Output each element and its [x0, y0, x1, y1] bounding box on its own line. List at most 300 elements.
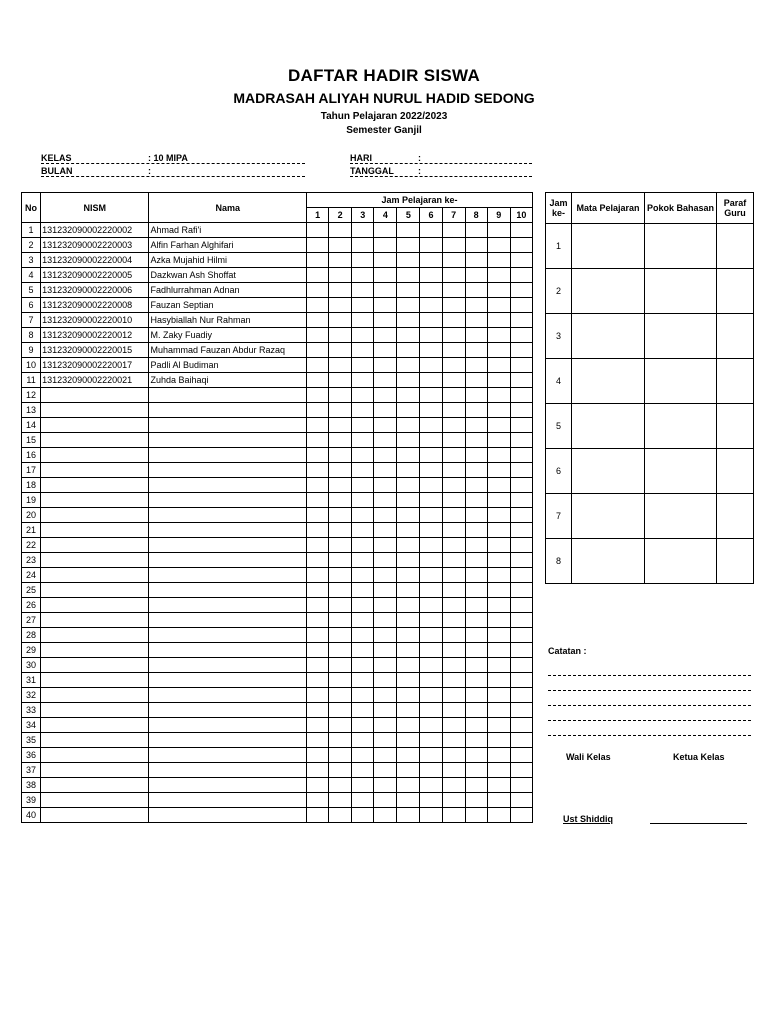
attendance-cell: [487, 808, 510, 823]
table-row: [22, 568, 533, 583]
row-number: 3: [22, 253, 41, 268]
attendance-cell: [420, 673, 442, 688]
attendance-cell: [510, 553, 532, 568]
attendance-cell: [487, 523, 510, 538]
table-row: [22, 523, 533, 538]
attendance-cell: [374, 493, 397, 508]
lesson-topic: [645, 404, 717, 449]
attendance-cell: [329, 733, 352, 748]
attendance-cell: [397, 628, 420, 643]
attendance-cell: [487, 253, 510, 268]
document-title: DAFTAR HADIR SISWA: [287, 66, 481, 85]
ketua-kelas-signature-line: [650, 823, 747, 824]
attendance-cell: [487, 703, 510, 718]
student-nism: 131232090002220003: [41, 238, 149, 253]
attendance-cell: [329, 448, 352, 463]
attendance-cell: [510, 343, 532, 358]
student-name: [149, 688, 307, 703]
attendance-cell: [510, 433, 532, 448]
table-row: [22, 253, 533, 268]
attendance-cell: [352, 808, 374, 823]
col-header-nama: Nama: [149, 193, 307, 223]
attendance-cell: [487, 268, 510, 283]
table-row: [22, 538, 533, 553]
student-nism: [41, 433, 149, 448]
student-nism: 131232090002220017: [41, 358, 149, 373]
attendance-cell: [374, 613, 397, 628]
table-row: [22, 298, 533, 313]
row-number: 2: [22, 238, 41, 253]
student-nism: [41, 418, 149, 433]
attendance-cell: [329, 598, 352, 613]
attendance-cell: [374, 583, 397, 598]
attendance-cell: [397, 658, 420, 673]
attendance-cell: [307, 508, 329, 523]
attendance-cell: [307, 268, 329, 283]
attendance-cell: [329, 283, 352, 298]
student-name: [149, 508, 307, 523]
col-header-nism: NISM: [41, 193, 149, 223]
lesson-signature: [717, 314, 754, 359]
attendance-cell: [352, 673, 374, 688]
col-header-paraf-guru: [717, 193, 754, 224]
attendance-cell: [442, 568, 465, 583]
attendance-cell: [329, 688, 352, 703]
attendance-cell: [352, 358, 374, 373]
attendance-cell: [465, 748, 487, 763]
attendance-cell: [442, 388, 465, 403]
attendance-cell: [487, 583, 510, 598]
attendance-cell: [465, 373, 487, 388]
attendance-cell: [487, 418, 510, 433]
lesson-subject: [572, 359, 645, 404]
table-row: [22, 688, 533, 703]
attendance-cell: [487, 628, 510, 643]
attendance-cell: [307, 358, 329, 373]
student-name: [149, 553, 307, 568]
table-row: [22, 673, 533, 688]
student-nism: [41, 448, 149, 463]
attendance-cell: [352, 763, 374, 778]
attendance-cell: [420, 778, 442, 793]
lesson-signature: [717, 539, 754, 584]
student-nism: [41, 718, 149, 733]
attendance-cell: [442, 748, 465, 763]
attendance-cell: [329, 718, 352, 733]
attendance-cell: [397, 763, 420, 778]
student-name: [149, 793, 307, 808]
lesson-row: [546, 539, 754, 584]
attendance-cell: [397, 733, 420, 748]
attendance-cell: [374, 448, 397, 463]
attendance-cell: [465, 583, 487, 598]
attendance-cell: [307, 343, 329, 358]
attendance-cell: [307, 733, 329, 748]
attendance-cell: [397, 283, 420, 298]
row-number: 6: [22, 298, 41, 313]
attendance-cell: [374, 703, 397, 718]
row-number: 19: [22, 493, 41, 508]
attendance-cell: [352, 508, 374, 523]
paraf-line2: Guru: [724, 208, 746, 218]
attendance-cell: [510, 643, 532, 658]
row-number: 30: [22, 658, 41, 673]
row-number: 1: [22, 223, 41, 238]
student-name: [149, 733, 307, 748]
student-nism: 131232090002220010: [41, 313, 149, 328]
attendance-cell: [465, 763, 487, 778]
attendance-cell: [510, 268, 532, 283]
attendance-cell: [487, 553, 510, 568]
attendance-cell: [352, 313, 374, 328]
attendance-cell: [510, 373, 532, 388]
table-row: [22, 283, 533, 298]
attendance-cell: [374, 763, 397, 778]
attendance-cell: [420, 418, 442, 433]
attendance-cell: [487, 373, 510, 388]
lesson-topic: [645, 224, 717, 269]
attendance-cell: [352, 553, 374, 568]
attendance-cell: [352, 493, 374, 508]
attendance-cell: [374, 328, 397, 343]
table-row: [22, 478, 533, 493]
attendance-cell: [510, 493, 532, 508]
attendance-cell: [307, 748, 329, 763]
attendance-cell: [329, 268, 352, 283]
student-nism: [41, 628, 149, 643]
attendance-cell: [307, 448, 329, 463]
table-row: [22, 448, 533, 463]
lesson-signature: [717, 404, 754, 449]
attendance-cell: [510, 238, 532, 253]
attendance-cell: [329, 658, 352, 673]
lesson-signature: [717, 269, 754, 314]
attendance-cell: [352, 748, 374, 763]
attendance-cell: [420, 583, 442, 598]
attendance-cell: [510, 283, 532, 298]
student-name: [149, 388, 307, 403]
student-nism: [41, 613, 149, 628]
attendance-cell: [352, 523, 374, 538]
attendance-cell: [352, 718, 374, 733]
student-name: [149, 628, 307, 643]
attendance-cell: [465, 643, 487, 658]
lesson-signature: [717, 224, 754, 269]
attendance-cell: [420, 238, 442, 253]
attendance-cell: [465, 418, 487, 433]
attendance-cell: [465, 253, 487, 268]
attendance-cell: [329, 478, 352, 493]
attendance-cell: [420, 793, 442, 808]
attendance-cell: [374, 523, 397, 538]
lesson-topic: [645, 269, 717, 314]
attendance-cell: [352, 733, 374, 748]
attendance-cell: [442, 478, 465, 493]
student-nism: [41, 403, 149, 418]
row-number: 33: [22, 703, 41, 718]
attendance-cell: [374, 793, 397, 808]
student-name: [149, 538, 307, 553]
attendance-cell: [352, 583, 374, 598]
attendance-cell: [420, 253, 442, 268]
lesson-topic: [645, 359, 717, 404]
attendance-cell: [374, 598, 397, 613]
attendance-cell: [487, 328, 510, 343]
attendance-cell: [442, 778, 465, 793]
col-header-slot: 5: [397, 208, 420, 223]
attendance-cell: [510, 598, 532, 613]
lesson-signature: [717, 359, 754, 404]
attendance-cell: [307, 763, 329, 778]
lesson-signature: [717, 494, 754, 539]
student-name: [149, 433, 307, 448]
attendance-cell: [442, 643, 465, 658]
student-name: Dazkwan Ash Shoffat: [149, 268, 307, 283]
attendance-cell: [465, 463, 487, 478]
attendance-cell: [329, 643, 352, 658]
attendance-cell: [397, 448, 420, 463]
ketua-kelas-label: Ketua Kelas: [673, 752, 725, 762]
student-nism: [41, 568, 149, 583]
attendance-cell: [397, 598, 420, 613]
attendance-cell: [329, 748, 352, 763]
lesson-row: [546, 494, 754, 539]
student-nism: 131232090002220002: [41, 223, 149, 238]
attendance-cell: [465, 268, 487, 283]
attendance-cell: [329, 673, 352, 688]
table-row: [22, 763, 533, 778]
attendance-cell: [442, 373, 465, 388]
attendance-cell: [442, 223, 465, 238]
attendance-cell: [397, 223, 420, 238]
attendance-cell: [307, 568, 329, 583]
attendance-cell: [329, 328, 352, 343]
attendance-cell: [397, 673, 420, 688]
attendance-cell: [420, 703, 442, 718]
attendance-cell: [397, 418, 420, 433]
attendance-cell: [510, 403, 532, 418]
attendance-cell: [352, 403, 374, 418]
student-name: [149, 418, 307, 433]
attendance-cell: [487, 448, 510, 463]
attendance-cell: [510, 253, 532, 268]
attendance-cell: [307, 553, 329, 568]
attendance-cell: [442, 613, 465, 628]
attendance-cell: [487, 238, 510, 253]
notes-line: [548, 720, 751, 721]
attendance-cell: [465, 508, 487, 523]
attendance-cell: [510, 538, 532, 553]
row-number: 4: [22, 268, 41, 283]
attendance-cell: [329, 373, 352, 388]
lesson-number: 2: [546, 269, 572, 314]
attendance-cell: [420, 223, 442, 238]
attendance-cell: [374, 733, 397, 748]
attendance-cell: [352, 688, 374, 703]
attendance-cell: [487, 358, 510, 373]
attendance-cell: [465, 478, 487, 493]
student-name: [149, 763, 307, 778]
row-number: 14: [22, 418, 41, 433]
attendance-cell: [442, 808, 465, 823]
col-header-slot: 7: [442, 208, 465, 223]
lesson-row: [546, 359, 754, 404]
attendance-cell: [329, 433, 352, 448]
attendance-cell: [397, 643, 420, 658]
student-name: [149, 718, 307, 733]
row-number: 24: [22, 568, 41, 583]
col-header-slot: 10: [510, 208, 532, 223]
student-name: Alfin Farhan Alghifari: [149, 238, 307, 253]
attendance-cell: [465, 448, 487, 463]
attendance-cell: [420, 268, 442, 283]
attendance-cell: [420, 433, 442, 448]
table-row: [22, 628, 533, 643]
attendance-cell: [510, 523, 532, 538]
attendance-cell: [374, 418, 397, 433]
attendance-cell: [465, 493, 487, 508]
attendance-cell: [487, 643, 510, 658]
attendance-cell: [374, 718, 397, 733]
row-number: 25: [22, 583, 41, 598]
student-name: Padli Al Budiman: [149, 358, 307, 373]
row-number: 18: [22, 478, 41, 493]
attendance-cell: [487, 298, 510, 313]
attendance-cell: [487, 343, 510, 358]
row-number: 7: [22, 313, 41, 328]
attendance-cell: [442, 328, 465, 343]
attendance-cell: [307, 778, 329, 793]
attendance-cell: [420, 628, 442, 643]
attendance-cell: [374, 568, 397, 583]
attendance-cell: [329, 463, 352, 478]
attendance-cell: [307, 688, 329, 703]
hari-underline: [350, 163, 532, 164]
col-header-slot: 4: [374, 208, 397, 223]
attendance-cell: [442, 538, 465, 553]
col-header-pokok-bahasan: Pokok Bahasan: [645, 193, 717, 224]
attendance-cell: [329, 538, 352, 553]
student-nism: [41, 523, 149, 538]
attendance-cell: [442, 313, 465, 328]
attendance-cell: [465, 673, 487, 688]
attendance-cell: [510, 298, 532, 313]
attendance-cell: [420, 598, 442, 613]
attendance-cell: [374, 628, 397, 643]
table-row: [22, 583, 533, 598]
attendance-cell: [397, 328, 420, 343]
attendance-cell: [307, 388, 329, 403]
attendance-cell: [397, 808, 420, 823]
lesson-number: 6: [546, 449, 572, 494]
attendance-cell: [374, 508, 397, 523]
attendance-cell: [307, 238, 329, 253]
attendance-cell: [374, 238, 397, 253]
attendance-cell: [487, 613, 510, 628]
attendance-cell: [374, 253, 397, 268]
table-row: [22, 748, 533, 763]
attendance-cell: [442, 763, 465, 778]
attendance-cell: [465, 328, 487, 343]
row-number: 28: [22, 628, 41, 643]
lesson-subject: [572, 269, 645, 314]
table-row: [22, 388, 533, 403]
attendance-cell: [307, 793, 329, 808]
table-row: [22, 328, 533, 343]
attendance-cell: [465, 538, 487, 553]
attendance-cell: [397, 313, 420, 328]
attendance-cell: [307, 418, 329, 433]
student-nism: 131232090002220006: [41, 283, 149, 298]
row-number: 23: [22, 553, 41, 568]
table-row: [22, 268, 533, 283]
attendance-cell: [510, 478, 532, 493]
attendance-cell: [352, 793, 374, 808]
attendance-cell: [487, 688, 510, 703]
attendance-cell: [510, 703, 532, 718]
attendance-cell: [487, 313, 510, 328]
attendance-cell: [329, 223, 352, 238]
col-header-slot: 1: [307, 208, 329, 223]
attendance-cell: [329, 418, 352, 433]
attendance-cell: [420, 538, 442, 553]
attendance-cell: [465, 568, 487, 583]
student-name: [149, 643, 307, 658]
attendance-cell: [420, 508, 442, 523]
row-number: 35: [22, 733, 41, 748]
attendance-cell: [307, 283, 329, 298]
table-row: [22, 493, 533, 508]
attendance-cell: [329, 553, 352, 568]
attendance-cell: [487, 433, 510, 448]
attendance-cell: [397, 463, 420, 478]
attendance-cell: [442, 583, 465, 598]
attendance-cell: [352, 388, 374, 403]
attendance-cell: [442, 418, 465, 433]
attendance-cell: [352, 478, 374, 493]
attendance-cell: [442, 268, 465, 283]
row-number: 13: [22, 403, 41, 418]
attendance-cell: [329, 808, 352, 823]
attendance-cell: [352, 613, 374, 628]
attendance-cell: [487, 508, 510, 523]
student-nism: [41, 658, 149, 673]
attendance-cell: [510, 808, 532, 823]
attendance-cell: [487, 478, 510, 493]
attendance-cell: [420, 283, 442, 298]
table-row: [22, 508, 533, 523]
student-nism: 131232090002220012: [41, 328, 149, 343]
attendance-cell: [352, 448, 374, 463]
attendance-cell: [442, 343, 465, 358]
student-name: Fadhlurrahman Adnan: [149, 283, 307, 298]
paraf-line1: Paraf: [723, 198, 747, 208]
attendance-cell: [329, 343, 352, 358]
student-name: [149, 568, 307, 583]
attendance-cell: [352, 373, 374, 388]
attendance-cell: [465, 733, 487, 748]
lesson-row: [546, 404, 754, 449]
attendance-cell: [374, 298, 397, 313]
attendance-cell: [352, 643, 374, 658]
kelas-value: : 10 MIPA: [148, 153, 188, 163]
table-row: [22, 643, 533, 658]
jam-ke-line2: ke-: [551, 208, 565, 218]
lesson-subject: [572, 314, 645, 359]
row-number: 5: [22, 283, 41, 298]
row-number: 26: [22, 598, 41, 613]
lesson-topic: [645, 539, 717, 584]
